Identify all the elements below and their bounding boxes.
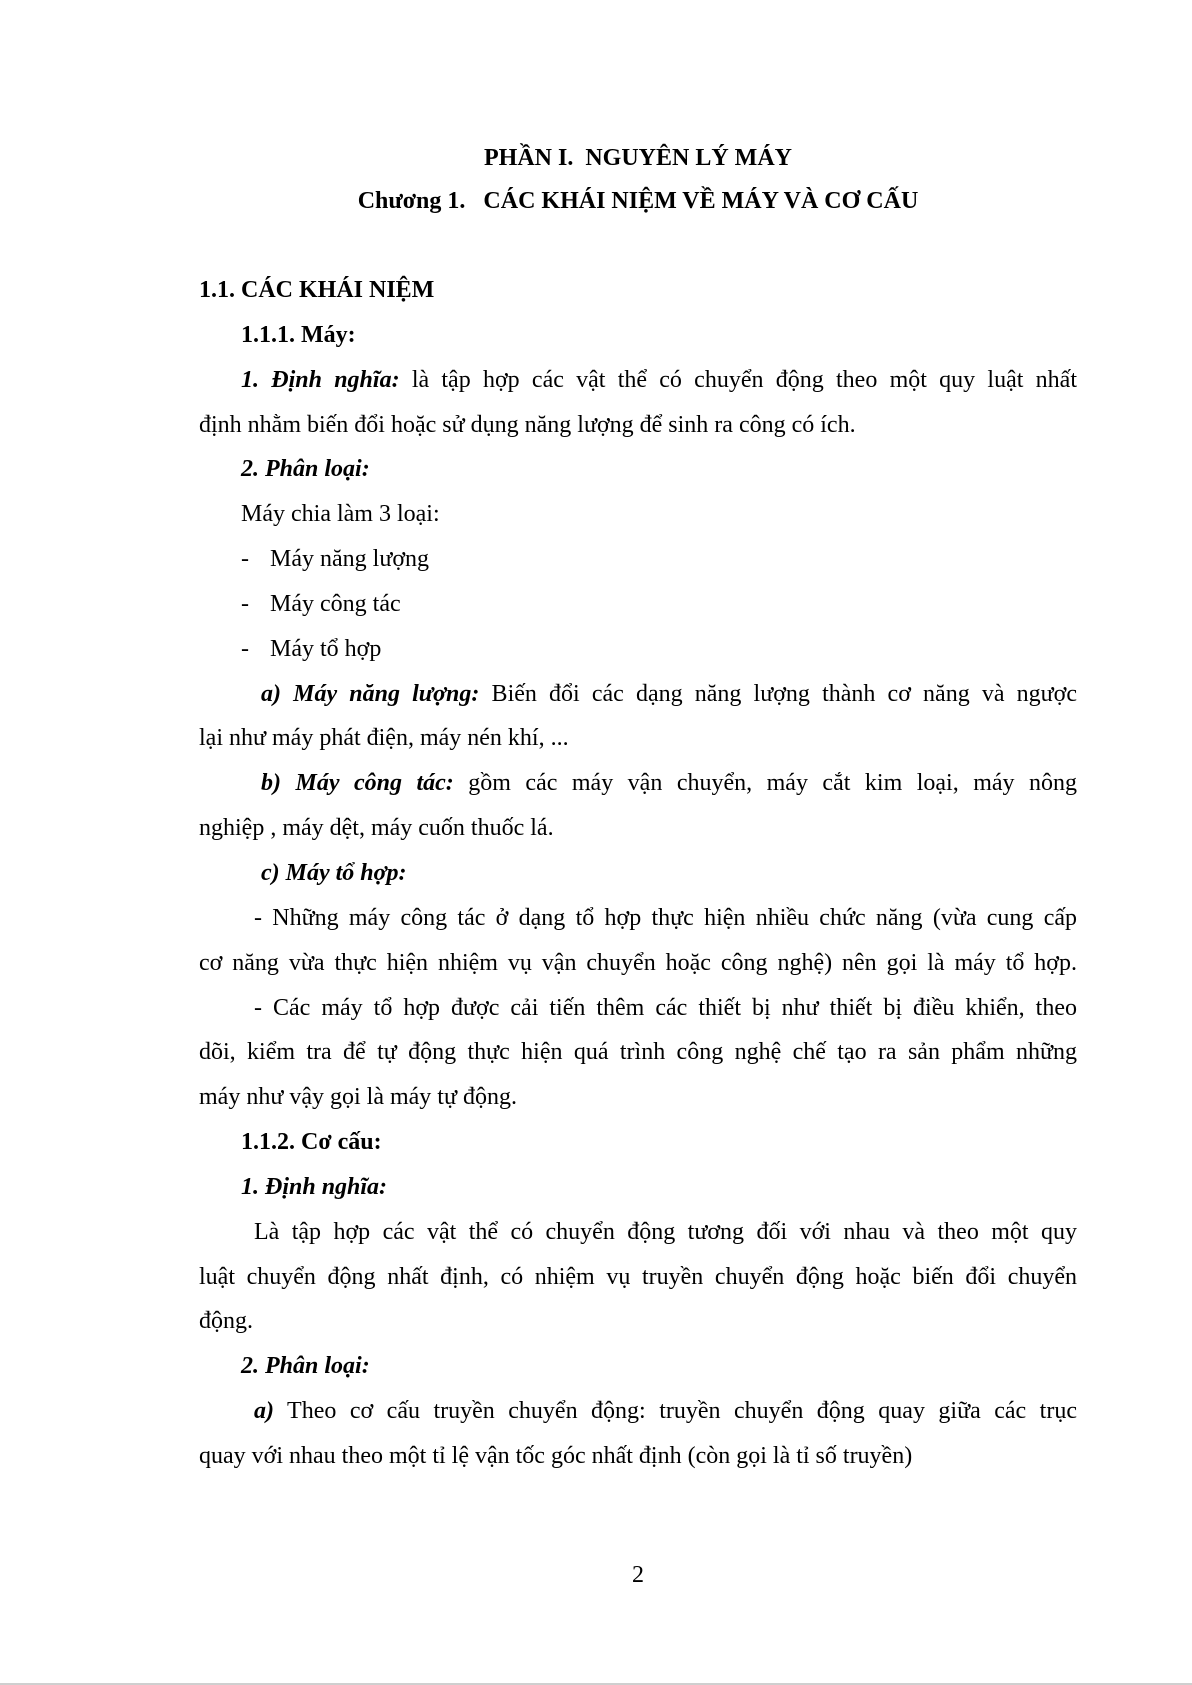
text-line — [199, 1210, 1077, 1255]
text-line — [199, 806, 1077, 851]
chapter-title: Chương 1. CÁC KHÁI NIỆM VỀ MÁY VÀ CƠ CẤU — [357, 188, 919, 214]
page-number: 2 — [632, 1562, 644, 1588]
text-run: Biến đổi các dạng năng lượng thành cơ năng và ngược — [479, 680, 1077, 707]
list-item — [199, 582, 1077, 627]
emphasis-text: a) — [254, 1398, 274, 1425]
document-body — [199, 268, 1077, 1479]
text-run: - Các máy tổ hợp được cải tiến thêm các thiết bị như thiết bị điều khiển, theo — [254, 994, 1077, 1021]
text-line — [199, 492, 1077, 537]
text-line — [199, 851, 1077, 896]
text-line — [199, 986, 1077, 1031]
text-line — [199, 447, 1077, 492]
text-run: - Những máy công tác ở dạng tổ hợp thực hiện nhiều chức năng (vừa cung cấp — [254, 904, 1077, 931]
text-line — [199, 1299, 1077, 1344]
text-run: máy như vậy gọi là máy tự động. — [199, 1084, 517, 1111]
text-line — [199, 716, 1077, 761]
emphasis-text: 1. Định nghĩa: — [241, 1173, 388, 1200]
part-title: PHẦN I. NGUYÊN LÝ MÁY — [484, 145, 792, 171]
text-run: là tập hợp các vật thể có chuyển động theo một quy luật nhất — [399, 366, 1077, 393]
list-item — [199, 537, 1077, 582]
text-run: dõi, kiểm tra để tự động thực hiện quá trình công nghệ chế tạo ra sản phẩm những — [199, 1039, 1077, 1066]
text-line — [199, 1075, 1077, 1120]
list-bullet: - — [241, 546, 249, 573]
text-run: Máy năng lượng — [270, 546, 430, 573]
list-bullet: - — [241, 590, 249, 617]
text-line — [199, 1030, 1077, 1075]
list-item — [199, 627, 1077, 672]
text-line — [199, 672, 1077, 717]
text-line — [199, 1255, 1077, 1300]
text-run: Máy công tác — [270, 590, 401, 617]
text-line — [199, 1344, 1077, 1389]
text-run: gồm các máy vận chuyển, máy cắt kim loại, máy nông — [453, 770, 1077, 797]
text-line — [199, 358, 1077, 403]
text-run: cơ năng vừa thực hiện nhiệm vụ vận chuyển hoặc công nghệ) nên gọi là máy tổ hợp. — [199, 949, 1077, 976]
text-line — [199, 1389, 1077, 1434]
section-heading — [199, 1120, 1077, 1165]
emphasis-text: 1. Định nghĩa: — [241, 366, 400, 393]
emphasis-text: 1.1. CÁC KHÁI NIỆM — [199, 277, 435, 303]
emphasis-text: 2. Phân loại: — [241, 456, 370, 483]
emphasis-text: 1.1.1. Máy: — [241, 321, 356, 348]
emphasis-text: a) Máy năng lượng: — [261, 680, 480, 707]
text-run: Theo cơ cấu truyền chuyển động: truyền chuyển động quay giữa các trục — [274, 1398, 1077, 1425]
text-run: quay với nhau theo một tỉ lệ vận tốc góc nhất định (còn gọi là tỉ số truyền) — [199, 1442, 913, 1469]
text-line — [199, 403, 1077, 448]
text-run: động. — [199, 1308, 253, 1335]
text-line — [199, 896, 1077, 941]
text-run: Máy chia làm 3 loại: — [241, 501, 440, 528]
section-heading — [199, 313, 1077, 358]
text-line — [199, 761, 1077, 806]
text-run: lại như máy phát điện, máy nén khí, ... — [199, 725, 569, 752]
text-run: luật chuyển động nhất định, có nhiệm vụ truyền chuyển động hoặc biến đổi chuyển — [199, 1263, 1077, 1290]
text-run: Máy tổ hợp — [270, 635, 382, 662]
text-run: Là tập hợp các vật thể có chuyển động tương đối với nhau và theo một quy — [254, 1218, 1077, 1245]
text-run: định nhằm biến đổi hoặc sử dụng năng lượng để sinh ra công có ích. — [199, 411, 856, 438]
text-run: nghiệp , máy dệt, máy cuốn thuốc lá. — [199, 815, 554, 842]
text-line — [199, 1165, 1077, 1210]
text-line — [199, 941, 1077, 986]
emphasis-text: b) Máy công tác: — [261, 770, 454, 797]
text-line — [199, 1434, 1077, 1479]
emphasis-text: c) Máy tổ hợp: — [261, 859, 407, 886]
list-bullet: - — [241, 635, 249, 662]
emphasis-text: 2. Phân loại: — [241, 1353, 370, 1380]
emphasis-text: 1.1.2. Cơ cấu: — [241, 1129, 382, 1156]
section-heading — [199, 268, 1077, 313]
